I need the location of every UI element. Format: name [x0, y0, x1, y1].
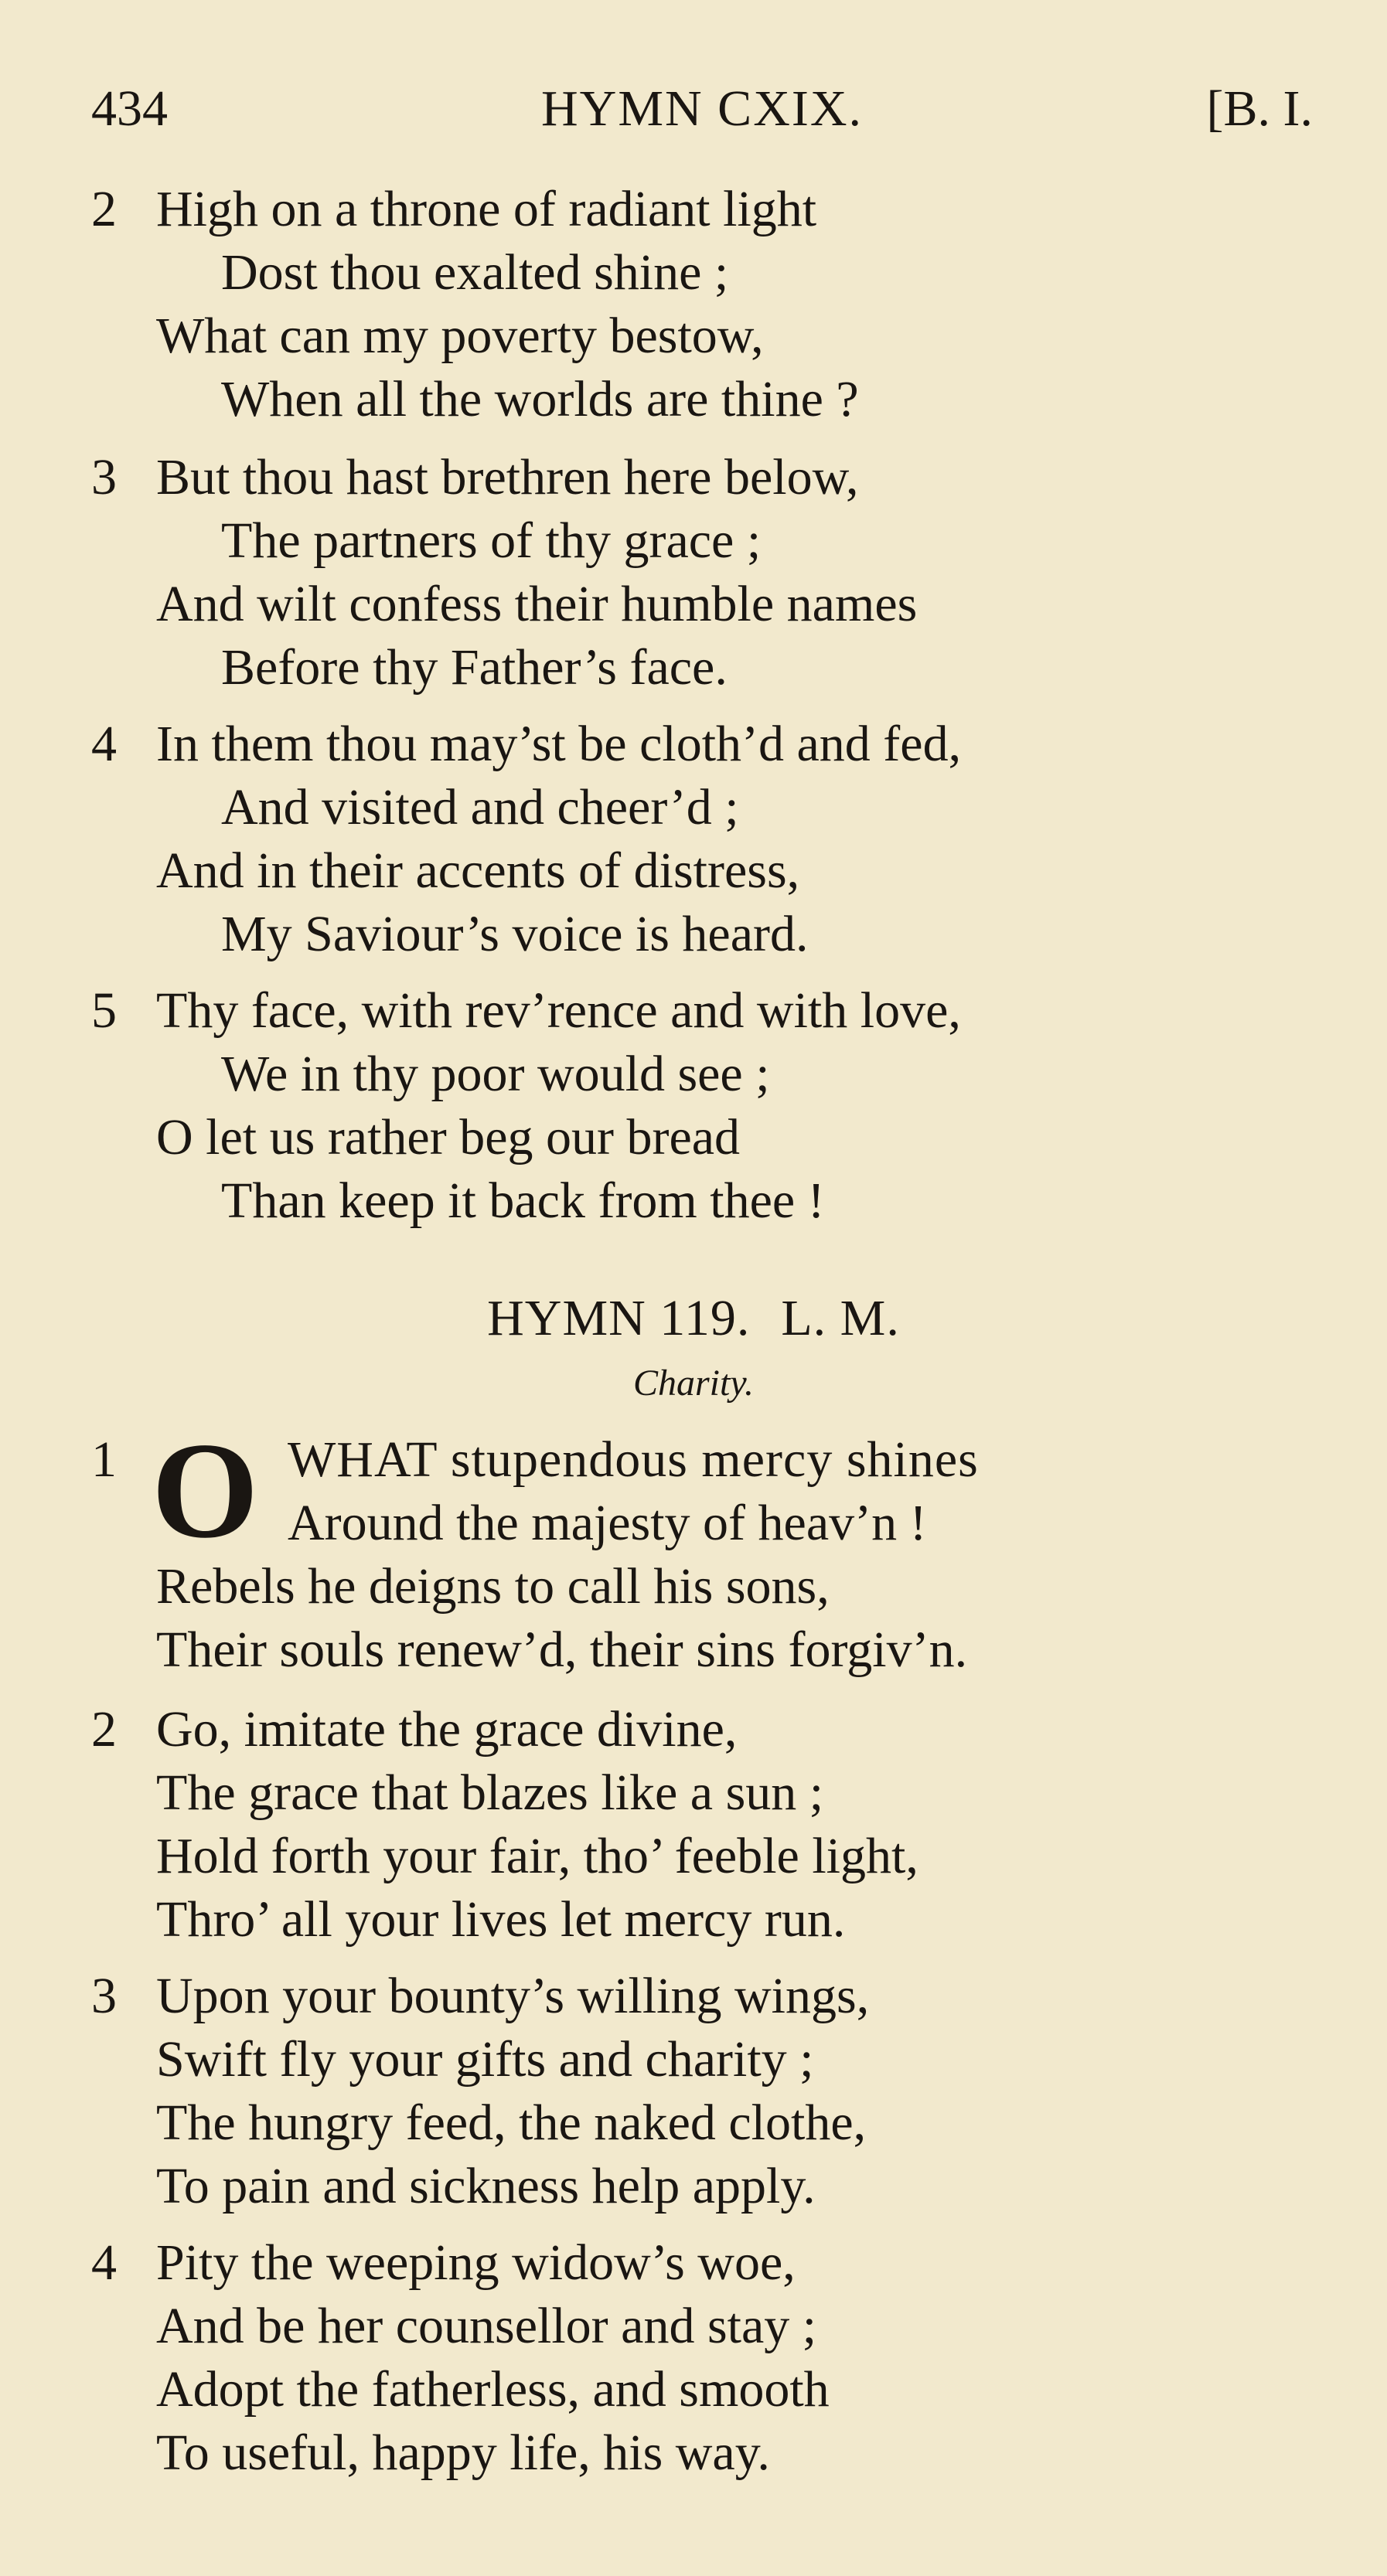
verse-line: And visited and cheer’d ;	[221, 779, 739, 835]
verse-line: My Saviour’s voice is heard.	[221, 906, 809, 962]
running-title: HYMN CXIX.	[541, 80, 863, 137]
verse-line: Before thy Father’s face.	[221, 639, 728, 696]
hymn-heading	[0, 1287, 1387, 1350]
hymn-verse-3	[91, 1965, 869, 2218]
verse-number: 5	[91, 982, 117, 1039]
verse-line: Adopt the fatherless, and smooth	[156, 2361, 830, 2418]
hymn-meter: L. M.	[781, 1290, 900, 1346]
verse-line: Upon your bounty’s willing wings,	[156, 1968, 870, 2024]
verse-line: What can my poverty bestow,	[156, 308, 764, 364]
verse-line: But thou hast brethren here below,	[156, 449, 859, 505]
verse-line: And be her counsellor and stay ;	[156, 2298, 817, 2354]
verse-line: Than keep it back from thee !	[221, 1172, 825, 1229]
verse-line: WHAT stupendous mercy shines	[288, 1431, 979, 1488]
verse-line: High on a throne of radiant light	[156, 181, 817, 237]
verse-line: Hold forth your fair, tho’ feeble light,	[156, 1828, 918, 1884]
verse-number: 3	[91, 1968, 117, 2024]
verse-line: O let us rather beg our bread	[156, 1109, 741, 1165]
verse-line: Thro’ all your lives let mercy run.	[156, 1891, 846, 1948]
verse-line: And wilt confess their humble names	[156, 576, 918, 632]
verse-line: Dost thou exalted shine ;	[221, 244, 729, 301]
page-number: 434	[91, 80, 168, 137]
verse-number: 2	[91, 1701, 117, 1758]
prior-verse-4	[91, 713, 961, 966]
verse-number: 4	[91, 2234, 117, 2291]
hymn-subtitle: Charity.	[632, 1363, 755, 1404]
verse-line: Their souls renew’d, their sins forgiv’n.	[156, 1621, 968, 1678]
verse-line: The grace that blazes like a sun ;	[156, 1764, 824, 1821]
hymn-verse-4	[91, 2231, 830, 2485]
verse-number: 2	[91, 181, 117, 237]
prior-verse-2	[91, 178, 859, 431]
verse-number: 4	[91, 716, 117, 772]
section-mark: [B. I.	[1206, 80, 1313, 137]
verse-line: And in their accents of distress,	[156, 842, 800, 899]
verse-line: Pity the weeping widow’s woe,	[156, 2234, 796, 2291]
verse-line: Around the majesty of heav’n !	[288, 1495, 927, 1551]
verse-line: We in thy poor would see ;	[221, 1046, 770, 1102]
hymn-title: HYMN 119.	[487, 1290, 751, 1346]
hymn-verse-2	[91, 1698, 918, 1952]
verse-line: The hungry feed, the naked clothe,	[156, 2094, 867, 2151]
running-header	[91, 74, 1313, 144]
prior-verse-3	[91, 446, 917, 699]
verse-line: Rebels he deigns to call his sons,	[156, 1558, 830, 1615]
verse-line: The partners of thy grace ;	[221, 512, 762, 569]
verse-line: To useful, happy life, his way.	[156, 2425, 770, 2481]
prior-verse-5	[91, 979, 961, 1233]
verse-number: 1	[91, 1431, 117, 1488]
drop-cap: O	[152, 1414, 259, 1567]
verse-line: When all the worlds are thine ?	[221, 371, 859, 427]
verse-line: To pain and sickness help apply.	[156, 2158, 816, 2214]
verse-number: 3	[91, 449, 117, 505]
verse-line: Thy face, with rev’rence and with love,	[156, 982, 961, 1039]
verse-line: Go, imitate the grace divine,	[156, 1701, 738, 1758]
verse-line: Swift fly your gifts and charity ;	[156, 2031, 814, 2088]
verse-line: In them thou may’st be cloth’d and fed,	[156, 716, 962, 772]
